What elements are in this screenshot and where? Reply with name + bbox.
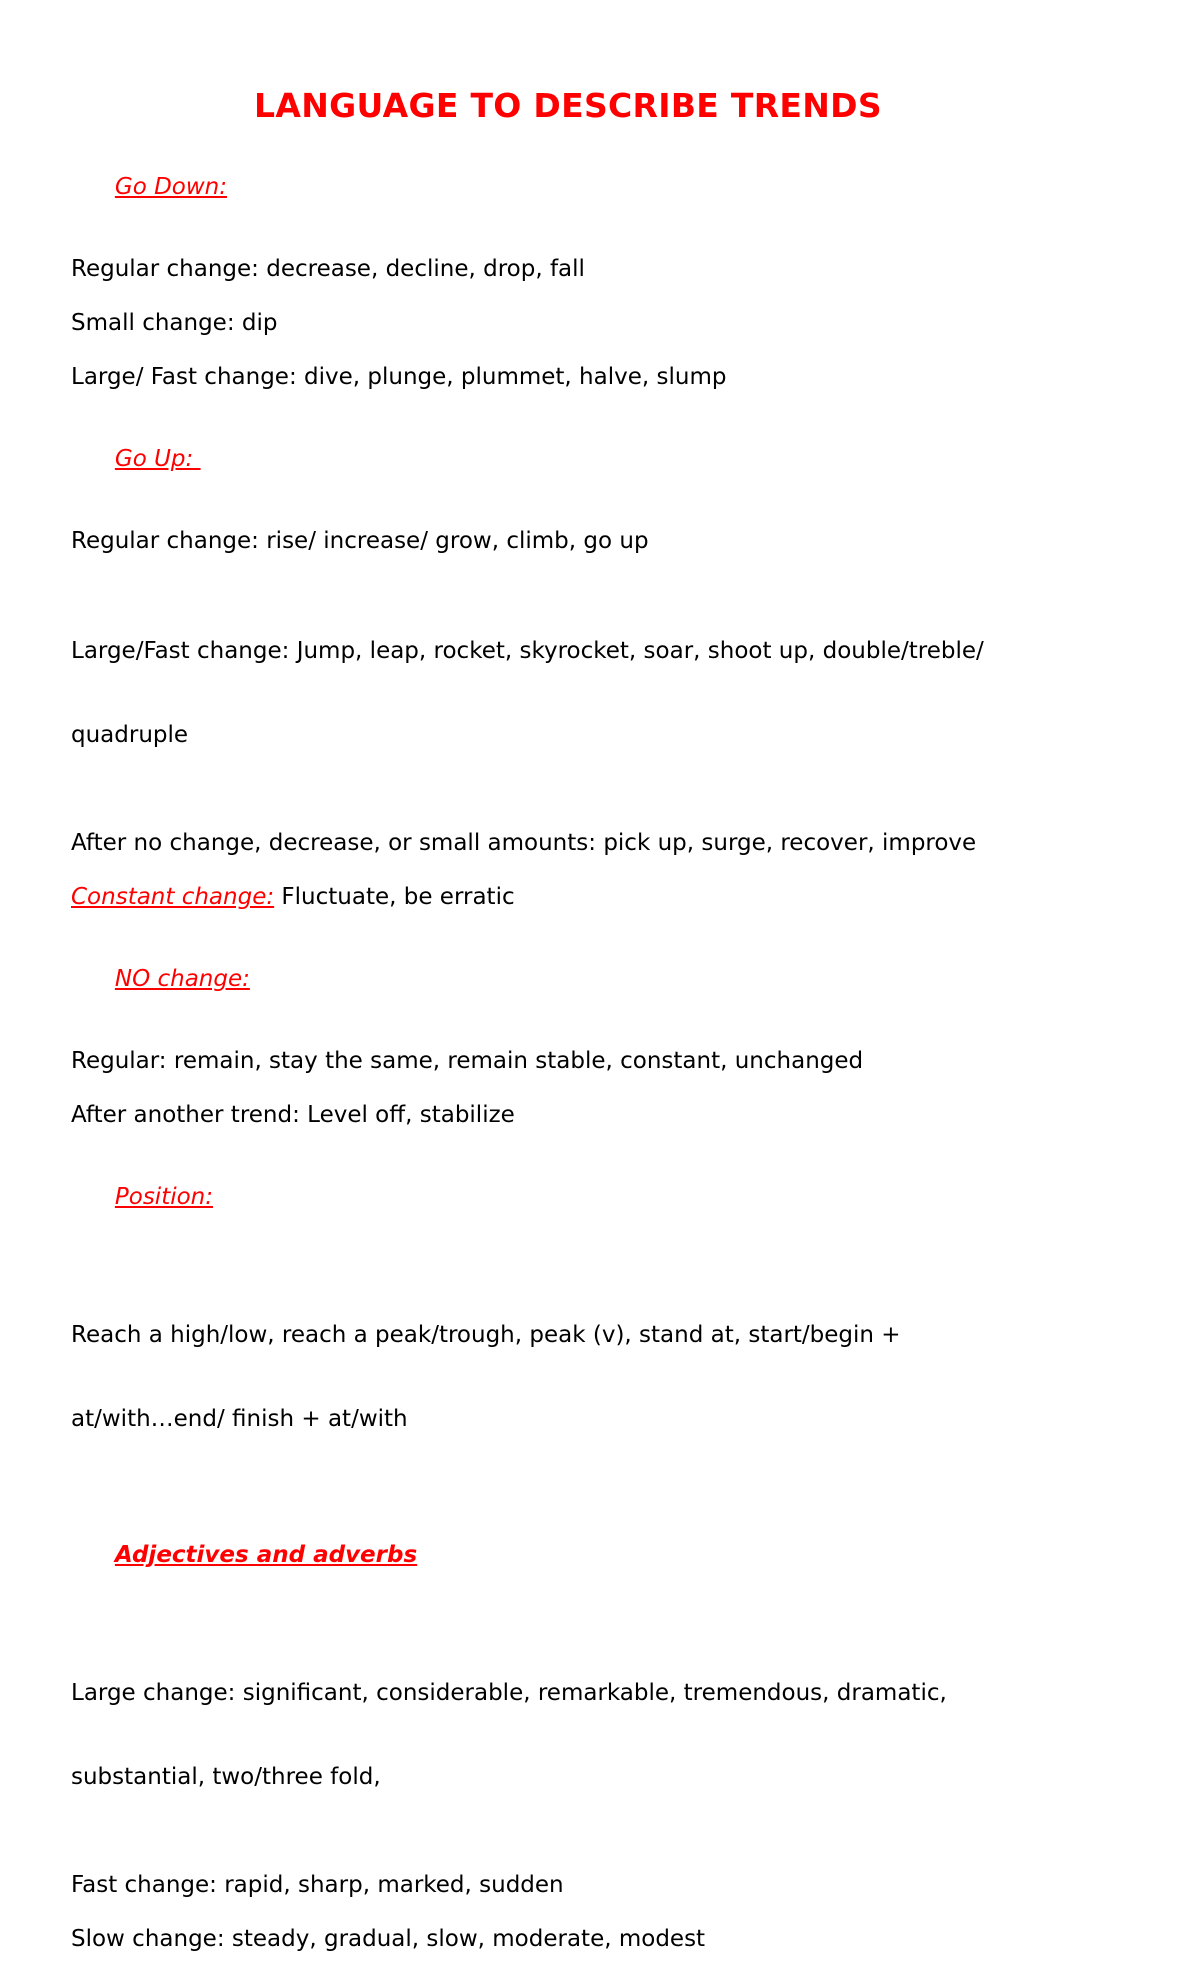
adjectives-heading: Adjectives and adverbs xyxy=(114,1542,418,1568)
section-heading-no-change xyxy=(71,937,1071,1021)
position-line2: at/with…end/ finish + at/with xyxy=(71,1406,408,1432)
go-down-large: Large/ Fast change: dive, plunge, plummet, halve, slump xyxy=(71,364,727,390)
adjectives-slow: Slow change: steady, gradual, slow, moderate, modest xyxy=(71,1926,706,1952)
go-down-small: Small change: dip xyxy=(71,310,278,336)
go-down-heading: Go Down: xyxy=(114,174,227,200)
position-text xyxy=(71,1265,1071,1489)
position-line1: Reach a high/low, reach a peak/trough, peak (v), stand at, start/begin + xyxy=(71,1322,901,1348)
go-up-after: After no change, decrease, or small amounts: pick up, surge, recover, improve xyxy=(71,830,977,856)
constant-change-line xyxy=(71,883,1071,911)
go-up-heading: Go Up: xyxy=(114,446,201,472)
document-body xyxy=(71,145,1071,1979)
page-title: LANGUAGE TO DESCRIBE TRENDS xyxy=(254,86,882,125)
go-up-large-line1: Large/Fast change: Jump, leap, rocket, skyrocket, soar, shoot up, double/treble/ xyxy=(71,638,984,664)
adjectives-fast: Fast change: rapid, sharp, marked, sudden xyxy=(71,1872,564,1898)
no-change-regular: Regular: remain, stay the same, remain stable, constant, unchanged xyxy=(71,1048,864,1074)
no-change-heading: NO change: xyxy=(114,966,250,992)
adjectives-large-line2: substantial, two/three fold, xyxy=(71,1764,381,1790)
adjectives-large xyxy=(71,1623,1071,1847)
go-up-large xyxy=(71,581,1071,805)
go-up-large-line2: quadruple xyxy=(71,722,189,748)
constant-change-heading: Constant change: xyxy=(71,884,275,910)
go-down-regular: Regular change: decrease, decline, drop, fall xyxy=(71,256,585,282)
position-heading: Position: xyxy=(114,1184,213,1210)
no-change-after: After another trend: Level off, stabilize xyxy=(71,1102,515,1128)
constant-change-text: Fluctuate, be erratic xyxy=(274,884,515,910)
section-heading-go-up xyxy=(71,417,1071,501)
adjectives-large-line1: Large change: significant, considerable, remarkable, tremendous, dramatic, xyxy=(71,1680,947,1706)
section-heading-go-down xyxy=(71,145,1071,229)
section-heading-adjectives xyxy=(71,1513,1071,1597)
go-up-regular: Regular change: rise/ increase/ grow, climb, go up xyxy=(71,528,649,554)
section-heading-position xyxy=(71,1155,1071,1239)
